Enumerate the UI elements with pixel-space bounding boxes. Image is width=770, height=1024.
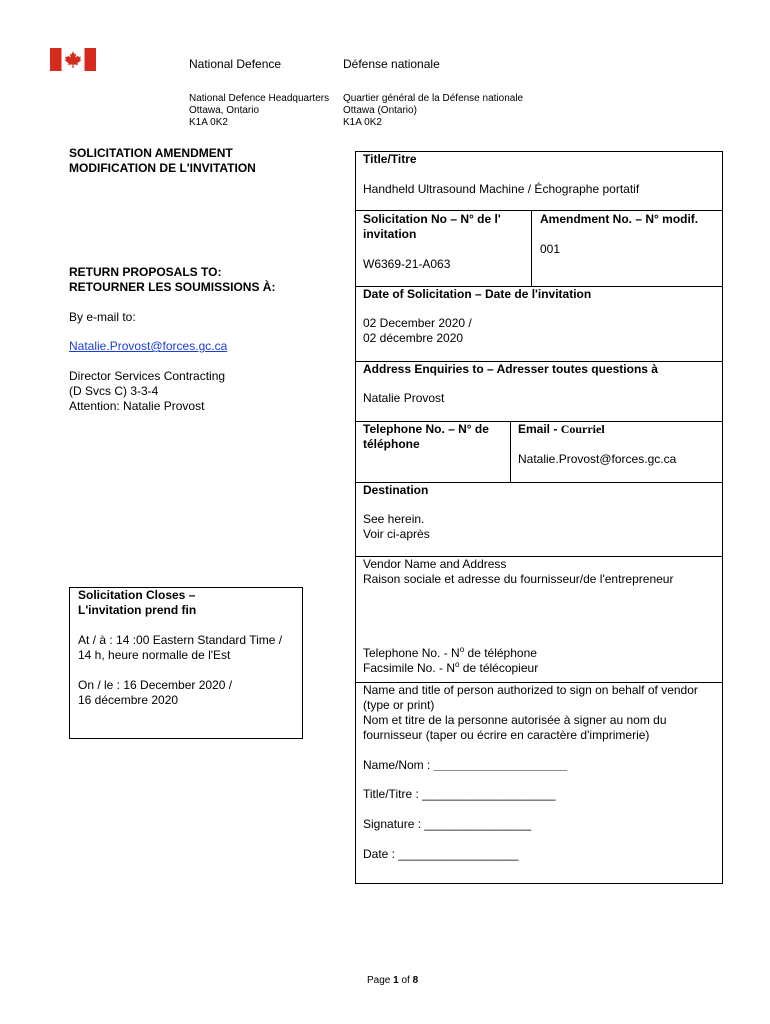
date-of-solicitation-value: 02 December 2020 / 02 décembre 2020: [363, 316, 472, 345]
title-value: Handheld Ultrasound Machine / Échographe portatif: [363, 182, 640, 196]
telephone-label: Telephone No. – N° de téléphone: [363, 422, 489, 451]
contracting-address: Director Services Contracting (D Svcs C) 3-3-4 Attention: Natalie Provost: [69, 369, 226, 413]
amendment-title: SOLICITATION AMENDMENT MODIFICATION DE L'INVITATION: [69, 146, 256, 175]
return-proposals-title: RETURN PROPOSALS TO: RETOURNER LES SOUMISSIONS À:: [69, 265, 276, 294]
address-fr: Quartier général de la Défense nationale Ottawa (Ontario) K1A 0K2: [343, 93, 524, 128]
destination-value: See herein. Voir ci-après: [363, 512, 430, 541]
date-field[interactable]: Date : __________________: [363, 847, 519, 861]
vendor-telephone-label: Telephone No. - $N^o$ de téléphone: [363, 645, 537, 660]
canada-flag-icon: [50, 48, 96, 71]
return-email-link[interactable]: Natalie.Provost@forces.gc.ca: [69, 339, 228, 353]
title-label: Title/Titre: [363, 152, 417, 166]
dept-name-fr: Défense nationale: [343, 57, 440, 71]
closes-time: At / à : 14 :00 Eastern Standard Time / 14 h, heure normalle de l'Est: [78, 633, 283, 662]
enquiries-label: Address Enquiries to – Adresser toutes questions à: [363, 362, 658, 376]
email-value: Natalie.Provost@forces.gc.ca: [518, 452, 677, 466]
title-field[interactable]: Title/Titre : ____________________: [363, 787, 556, 801]
amendment-no-value: 001: [540, 242, 561, 256]
dept-name-en: National Defence: [189, 57, 282, 71]
email-label: Email - Courriel: [518, 422, 605, 436]
solicitation-no-value: W6369-21-A063: [363, 257, 451, 271]
name-field[interactable]: Name/Nom : ____________________: [363, 758, 568, 772]
closes-date: On / le : 16 December 2020 / 16 décembre 2020: [78, 678, 233, 707]
by-email-label: By e-mail to:: [69, 310, 136, 324]
page-number: Page 1 of 8: [367, 975, 419, 986]
amendment-no-label: Amendment No. – N° modif.: [540, 212, 699, 226]
solicitation-no-label: Solicitation No – N° de l' invitation: [363, 212, 501, 241]
date-of-solicitation-label: Date of Solicitation – Date de l'invitation: [363, 287, 592, 301]
vendor-name-address: Vendor Name and Address Raison sociale et adresse du fournisseur/de l'entrepreneur: [363, 557, 674, 586]
vendor-fax-label: Facsimile No. - $N^o$ de télécopieur: [363, 660, 539, 675]
enquiries-value: Natalie Provost: [363, 391, 445, 405]
authorized-person-label: Name and title of person authorized to sign on behalf of vendor (type or print) Nom et titre de la personne autorisée à signer au nom du fournisseur (taper ou écrire en caractère d'imprimerie): [363, 683, 698, 742]
address-en: National Defence Headquarters Ottawa, Ontario K1A 0K2: [189, 93, 330, 128]
closes-title: Solicitation Closes – L'invitation prend fin: [78, 588, 197, 617]
signature-field[interactable]: Signature : ________________: [363, 817, 532, 831]
destination-label: Destination: [363, 483, 429, 497]
